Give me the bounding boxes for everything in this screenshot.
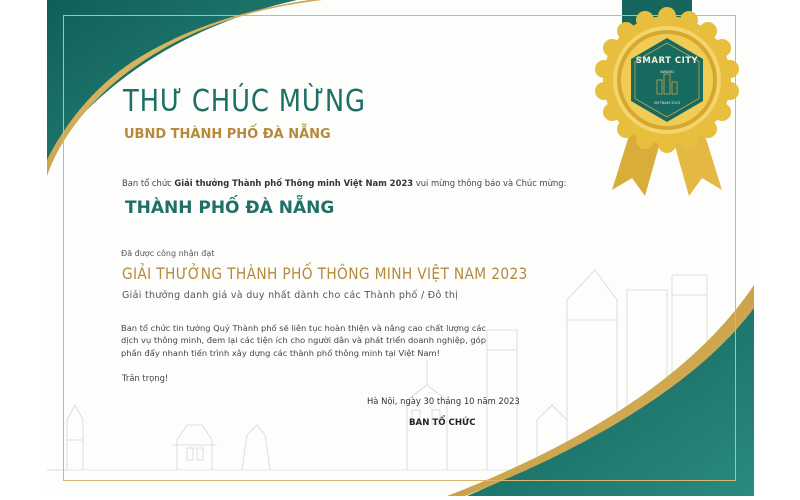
intro-award-name: Giải thưởng Thành phố Thông minh Việt Nam 2023	[174, 178, 414, 188]
recipient-name: THÀNH PHỐ ĐÀ NẴNG	[125, 198, 335, 218]
badge-year-label: VIETNAM 2023	[653, 101, 681, 105]
organization-name: UBND THÀNH PHỐ ĐÀ NẴNG	[124, 127, 331, 142]
place-date: Hà Nội, ngày 30 tháng 10 năm 2023	[367, 396, 520, 406]
intro-suffix: vui mừng thông báo và Chúc mừng:	[413, 178, 567, 188]
award-badge-seal	[587, 0, 747, 200]
body-paragraph: Ban tổ chức tin tưởng Quý Thành phố sẽ liên tục hoàn thiện và nâng cao chất lượng các dịch vụ thông minh, đem lại các tiện ích cho người dân và phát triển doanh nghiệp, góp phần đẩy nhanh tiến trình xây dựng các thành phố thông minh tại Việt Nam!	[121, 323, 487, 358]
award-name: GIẢI THƯỞNG THÀNH PHỐ THÔNG MINH VIỆT NAM 2023	[122, 264, 528, 283]
badge-title: SMART CITY	[635, 56, 699, 66]
intro-text	[122, 178, 566, 188]
certificate	[47, 0, 754, 496]
intro-prefix: Ban tổ chức	[122, 178, 175, 188]
regards-text: Trân trọng!	[122, 373, 169, 383]
certificate-title: THƯ CHÚC MỪNG	[123, 84, 366, 119]
award-subtitle: Giải thưởng danh giá và duy nhất dành cho các Thành phố / Đô thị	[122, 290, 459, 301]
recognized-label: Đã được công nhận đạt	[121, 249, 215, 258]
badge-award-label: AWARD	[659, 69, 675, 74]
signer-name: BAN TỔ CHỨC	[409, 418, 476, 428]
